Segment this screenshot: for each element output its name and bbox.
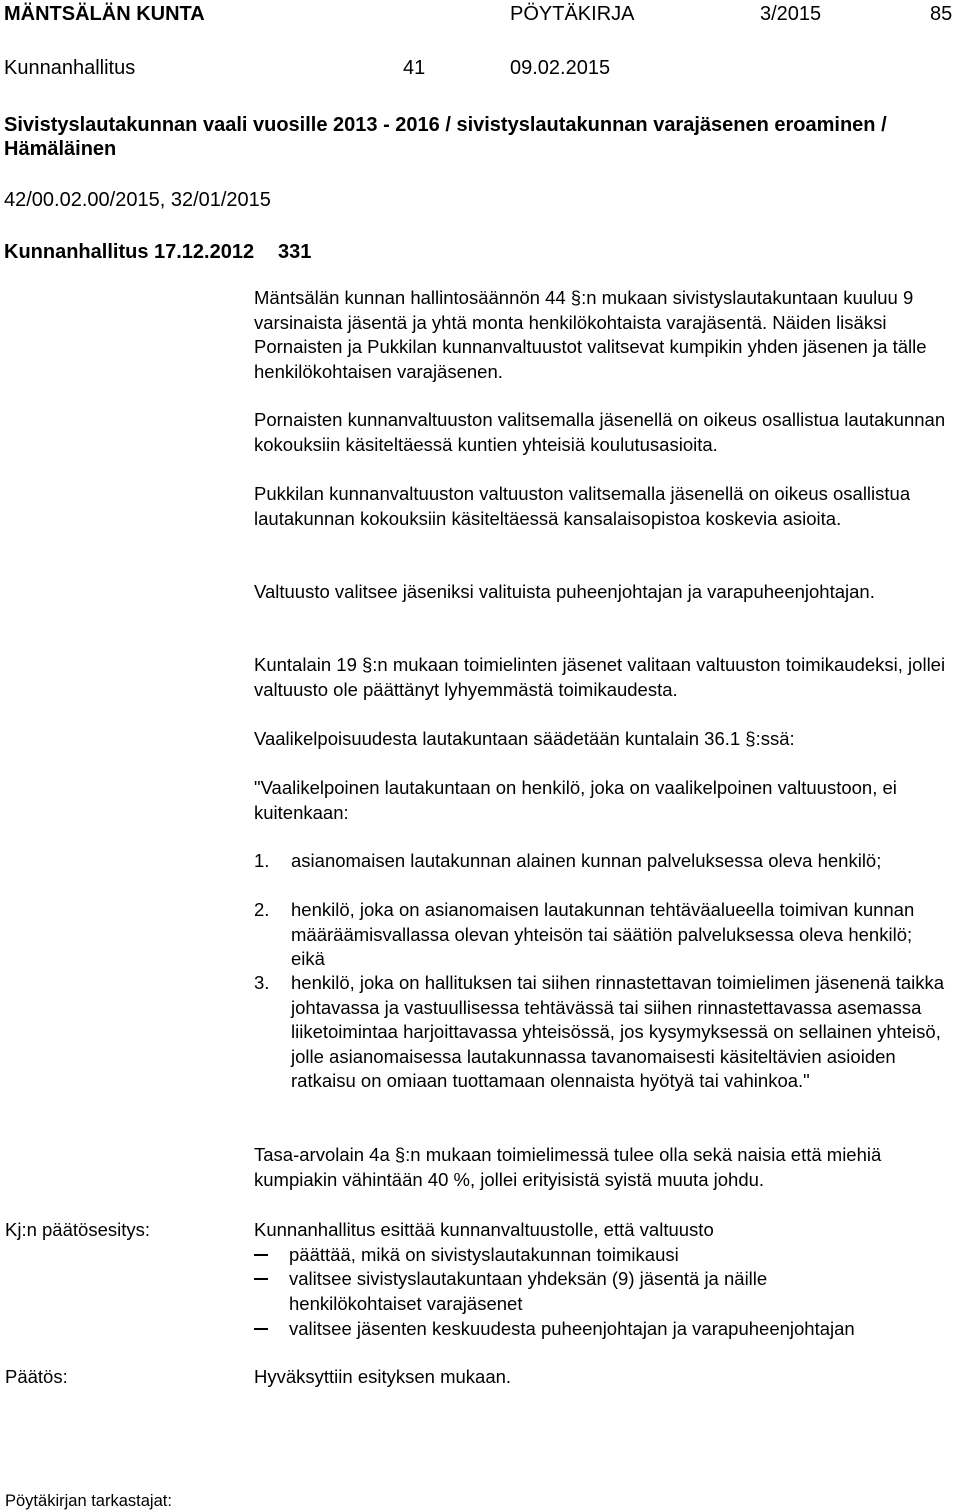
section-number: 41	[403, 57, 426, 79]
proposal-label: Kj:n päätösesitys:	[5, 1219, 150, 1240]
paragraph-eligibility-quote: "Vaalikelpoinen lautakuntaan on henkilö, joka on vaalikelpoinen valtuustoon, ei kuitenkaan:	[254, 777, 897, 823]
proposal-item-text: päättää, mikä on sivistyslautakunnan toimikausi	[289, 1244, 679, 1265]
previous-section-number: 331	[278, 241, 312, 263]
proposal-item-text: valitsee jäsenten keskuudesta puheenjohtajan ja varapuheenjohtajan	[289, 1318, 855, 1339]
organization-name: MÄNTSÄLÄN KUNTA	[4, 3, 205, 25]
paragraph-pornainen-member: Pornaisten kunnanvaltuuston valitsemalla jäsenellä on oikeus osallistua lautakunnan kokouksiin käsiteltäessä kuntien yhteisiä koulutusasioita.	[254, 409, 946, 455]
dash-bullet-icon	[254, 1328, 268, 1330]
dash-bullet-icon	[254, 1254, 268, 1256]
footer-reviewers-label: Pöytäkirjan tarkastajat:	[5, 1492, 172, 1510]
issue-number: 3/2015	[760, 3, 822, 25]
paragraph-eligibility-ref: Vaalikelpoisuudesta lautakuntaan säädetään kuntalain 36.1 §:ssä:	[254, 728, 795, 749]
page-title-continuation: Hämäläinen	[4, 138, 117, 160]
page-number: 85	[930, 3, 953, 25]
dash-bullet-icon	[254, 1278, 268, 1280]
meeting-body: Kunnanhallitus	[4, 57, 136, 79]
paragraph-board-composition: Mäntsälän kunnan hallintosäännön 44 §:n mukaan sivistyslautakuntaan kuuluu 9 varsinaista jäsentä ja yhtä monta henkilökohtaista varajäsentä. Näiden lisäksi Pornaisten ja Pukkilan kunnanvaltuustot valitsevat kumpikin yhden jäsenen ja tälle henkilökohtaisen varajäsenen.	[254, 287, 927, 382]
document-type: PÖYTÄKIRJA	[510, 3, 635, 25]
list-item-text: asianomaisen lautakunnan alainen kunnan palveluksessa oleva henkilö;	[291, 850, 882, 871]
paragraph-pukkila-member: Pukkilan kunnanvaltuuston valtuuston valitsemalla jäsenellä on oikeus osallistua lautakunnan kokouksiin käsiteltäessä kansalaisopistoa koskevia asioita.	[254, 483, 911, 529]
previous-handling: Kunnanhallitus 17.12.2012	[4, 241, 255, 263]
proposal-intro: Kunnanhallitus esittää kunnanvaltuustolle, että valtuusto	[254, 1219, 714, 1240]
paragraph-chair-election: Valtuusto valitsee jäseniksi valituista puheenjohtajan ja varapuheenjohtajan.	[254, 581, 875, 602]
list-item-text: henkilö, joka on asianomaisen lautakunnan tehtäväalueella toimivan kunnan määräämisvallassa olevan yhteisön tai säätiön palveluksessa oleva henkilö; eikä	[291, 899, 915, 969]
list-item-number: 1.	[254, 850, 270, 871]
paragraph-term-of-office: Kuntalain 19 §:n mukaan toimielinten jäsenet valitaan valtuuston toimikaudeksi, jollei valtuusto ole päättänyt lyhyemmästä toimikaudesta.	[254, 654, 946, 700]
list-item-text: henkilö, joka on hallituksen tai siihen rinnastettavan toimielimen jäsenenä taikka johtavassa ja vastuullisessa tehtävässä tai siihen rinnastettavassa asemassa liiketoimintaa harjoittavassa yhteisössä, jos kysymyksessä on sellainen yhteisö, jolle asianomaisessa lautakunnassa tavanomaisesti käsiteltävien asioiden ratkaisu on omiaan tuottamaan olennaista hyötyä tai vahinkoa."	[291, 972, 945, 1091]
page-title: Sivistyslautakunnan vaali vuosille 2013 - 2016 / sivistyslautakunnan varajäsenen eroaminen /	[4, 114, 887, 136]
diary-numbers: 42/00.02.00/2015, 32/01/2015	[4, 189, 271, 211]
paragraph-equality-act: Tasa-arvolain 4a §:n mukaan toimielimessä tulee olla sekä naisia että miehiä kumpiakin vähintään 40 %, jollei erityisistä syistä muuta johdu.	[254, 1144, 882, 1190]
decision-label: Päätös:	[5, 1366, 68, 1387]
decision-text: Hyväksyttiin esityksen mukaan.	[254, 1366, 512, 1387]
list-item-number: 2.	[254, 899, 270, 920]
list-item-number: 3.	[254, 972, 270, 993]
meeting-date: 09.02.2015	[510, 57, 611, 79]
proposal-item-text: valitsee sivistyslautakuntaan yhdeksän (9) jäsentä ja näille henkilökohtaiset varajäsenet	[289, 1268, 768, 1314]
